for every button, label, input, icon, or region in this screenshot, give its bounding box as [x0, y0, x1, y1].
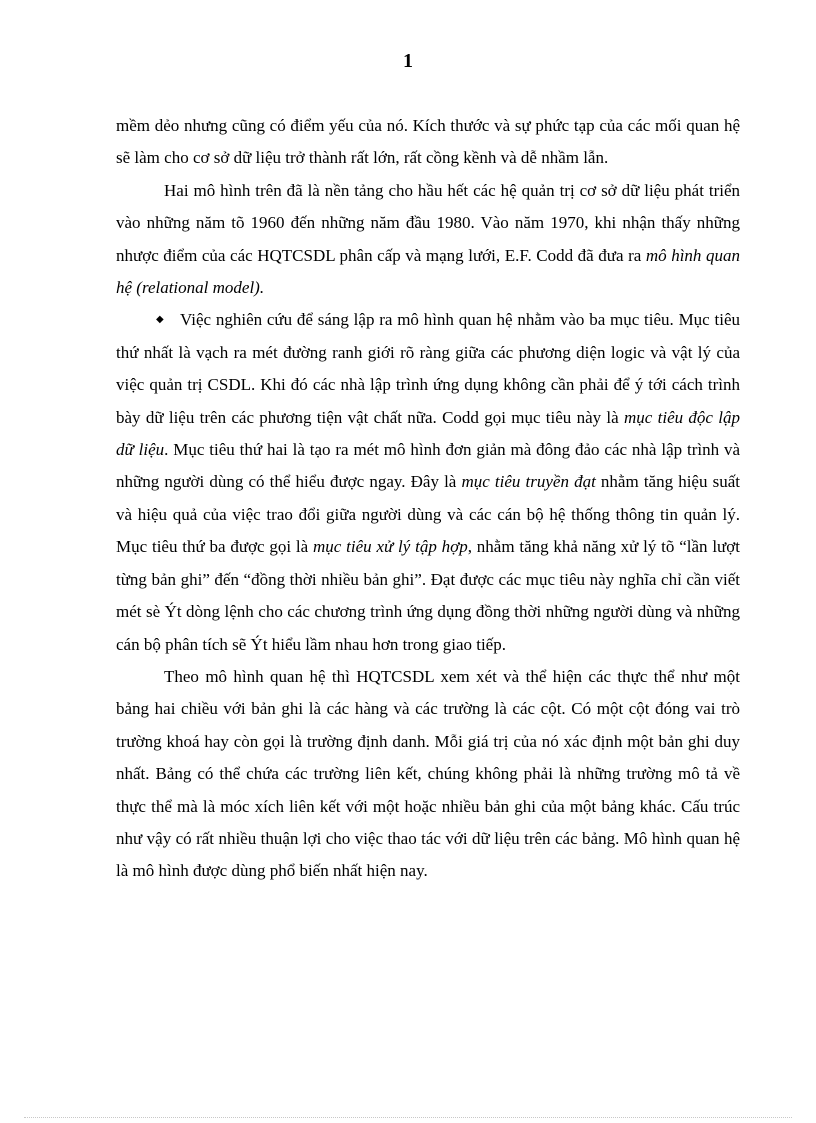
goals-text-c: nhằm tăng hiệu suất và hiệu quả của việc trao đổi giữa người dùng và các cán bộ hệ thống thông tin quản lý. Mục tiêu thứ ba được gọi là	[116, 472, 740, 557]
goal-set-processing: mục tiêu xử lý tập hợp	[313, 537, 468, 557]
goal-communication: mục tiêu truyền đạt	[461, 472, 596, 492]
diamond-bullet-icon: ◆	[156, 314, 164, 326]
page-bottom-divider	[24, 1117, 792, 1118]
goals-text-b: . Mục tiêu thứ hai là tạo ra mét mô hình đơn giản mà đông đảo các nhà lập trình và những người dùng có thể hiểu được ngay. Đây là	[116, 440, 741, 492]
paragraph-two-models	[116, 175, 740, 305]
goal-data-independence: mục tiêu độc lập dữ liệu	[116, 407, 740, 460]
paragraph-bullet-goals	[116, 304, 740, 660]
paragraph-relational-model: Theo mô hình quan hệ thì HQTCSDL xem xét và thể hiện các thực thể như một bảng hai chiều với bản ghi là các hàng và các trường là các cột. Có một cột đóng vai trò trường khoá hay còn gọi là trường định danh. Mỗi giá trị của nó xác định một bản ghi duy nhất. Bảng có thể chứa các trường liên kết, chúng không phải là những trường mô tả về thực thể mà là móc xích liên kết với một hoặc nhiều bản ghi của một bảng khác. Cấu trúc như vậy có rất nhiều thuận lợi cho việc thao tác với dữ liệu trên các bảng. Mô hình quan hệ là mô hình được dùng phổ biến nhất hiện nay.	[116, 666, 740, 881]
relational-model-term: mô hình quan hệ (relational model).	[116, 245, 740, 298]
paragraph-two-models-text: Hai mô hình trên đã là nền tảng cho hầu hết các hệ quản trị cơ sở dữ liệu phát triển vào những năm tõ 1960 đến những năm đầu 1980. Vào năm 1970, khi nhận thấy những nhược điểm của các HQTCSDL phân cấp và mạng lưới, E.F. Codd đã đưa ra	[116, 180, 740, 265]
page-number: 1	[403, 50, 413, 72]
goals-text-d: , nhằm tăng khả năng xử lý tõ “lần lượt từng bản ghi” đến “đồng thời nhiều bản ghi”. Đạt được các mục tiêu này nghĩa chỉ cần viết mét sè Ýt dòng lệnh cho các chương trình ứng dụng đồng thời những người dùng và những cán bộ phân tích sẽ Ýt hiểu lầm nhau hơn trong giao tiếp.	[116, 537, 740, 654]
paragraph-continuation: mềm dẻo nhưng cũng có điểm yếu của nó. Kích thước và sự phức tạp của các mối quan hệ sẽ làm cho cơ sở dữ liệu trở thành rất lớn, rất cồng kềnh và dễ nhầm lẫn.	[116, 116, 740, 168]
document-body	[116, 110, 740, 888]
goals-text-a: Việc nghiên cứu để sáng lập ra mô hình quan hệ nhằm vào ba mục tiêu. Mục tiêu thứ nhất là vạch ra mét đường ranh giới rõ ràng giữa các phương diện logic và vật lý của việc quản trị CSDL. Khi đó các nhà lập trình ứng dụng không cần phải để ý tới cách trình bày dữ liệu trên các phương tiện vật chất nữa. Codd gọi mục tiêu này là	[116, 310, 740, 427]
